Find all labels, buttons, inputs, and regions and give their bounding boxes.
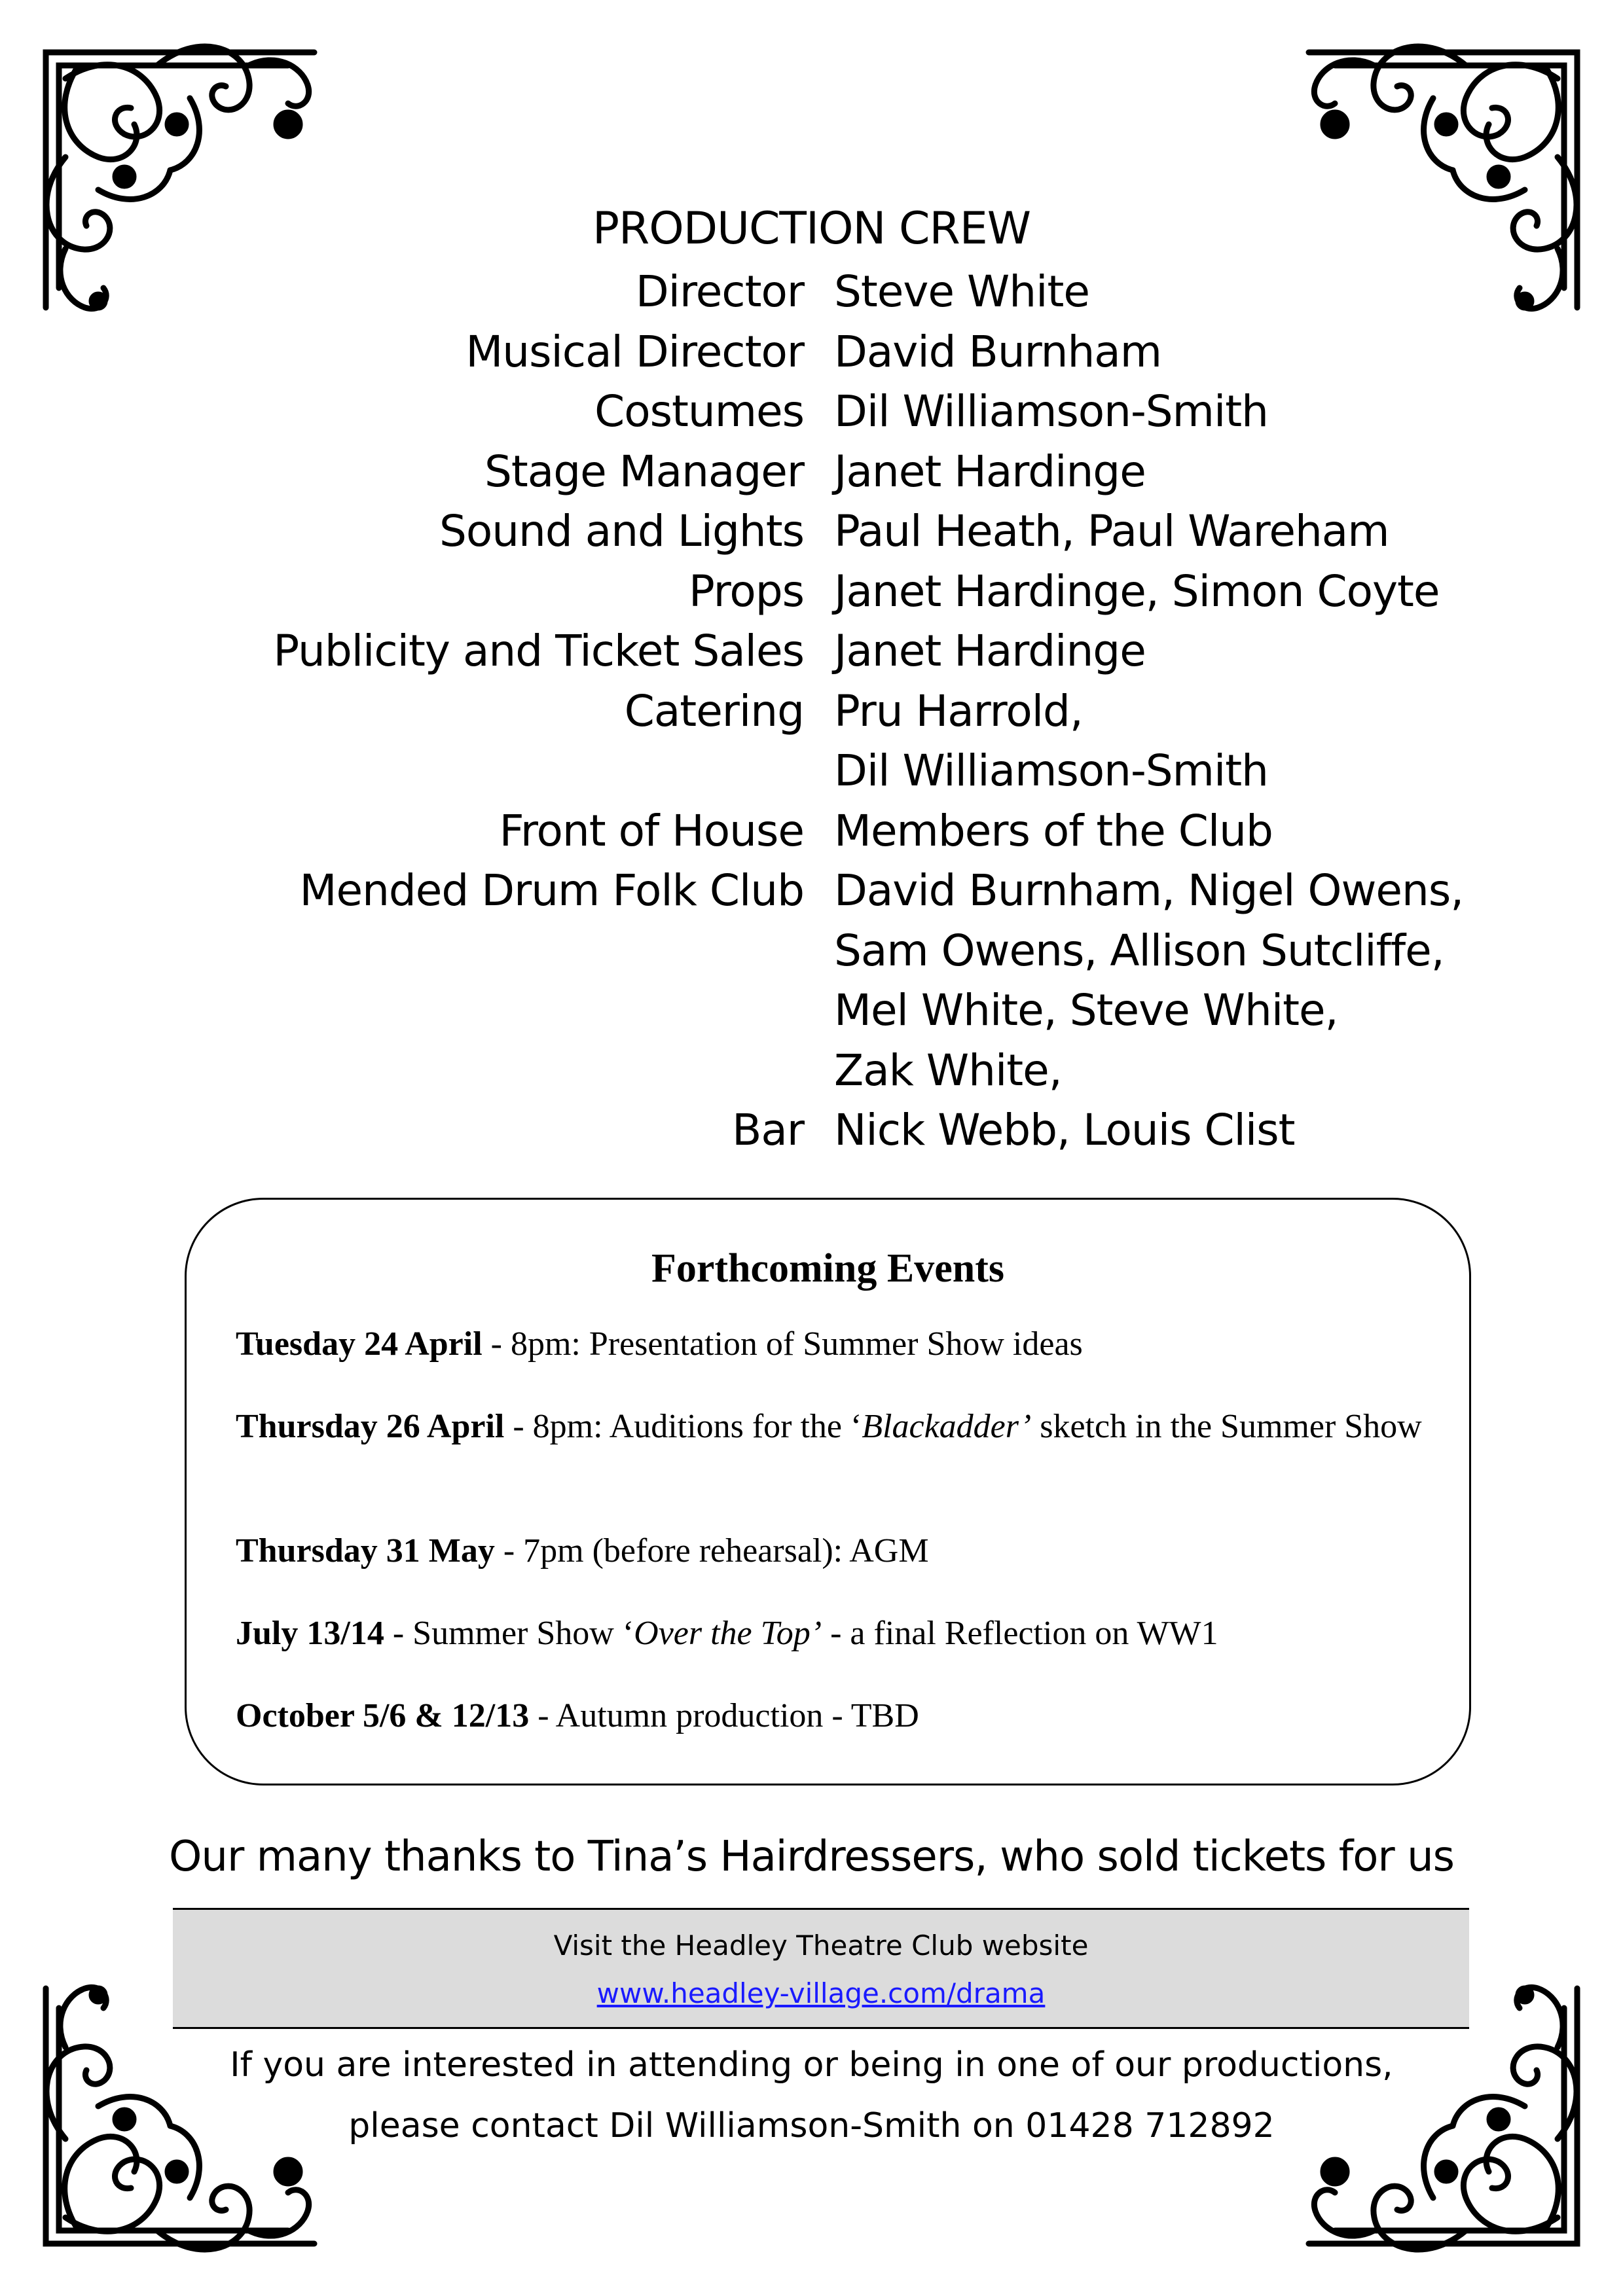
crew-names: Mel White, Steve White, bbox=[834, 985, 1338, 1036]
event-text: - Summer Show ‘ bbox=[384, 1615, 634, 1652]
crew-role: Sound and Lights bbox=[439, 506, 804, 557]
website-box bbox=[173, 1908, 1469, 2029]
crew-names: Dil Williamson-Smith bbox=[834, 386, 1269, 437]
crew-row bbox=[196, 921, 1506, 981]
crew-names: Pru Harrold, bbox=[834, 685, 1083, 736]
event-item bbox=[236, 1530, 1427, 1573]
crew-row bbox=[196, 681, 1506, 742]
crew-row bbox=[196, 621, 1506, 681]
crew-row bbox=[196, 501, 1506, 562]
website-label: Visit the Headley Theatre Club website bbox=[553, 1929, 1089, 1962]
crew-names: David Burnham, Nigel Owens, bbox=[834, 865, 1464, 916]
crew-role: Mended Drum Folk Club bbox=[299, 865, 804, 916]
crew-row bbox=[196, 801, 1506, 861]
crew-row bbox=[196, 322, 1506, 382]
crew-names: Zak White, bbox=[834, 1045, 1062, 1096]
events-title: Forthcoming Events bbox=[651, 1246, 1005, 1291]
crew-role: Costumes bbox=[594, 386, 804, 437]
event-text-post: sketch in the Summer Show bbox=[1031, 1408, 1422, 1445]
event-text: - Autumn production - TBD bbox=[529, 1697, 919, 1734]
crew-row bbox=[196, 382, 1506, 442]
crew-names: Steve White bbox=[834, 266, 1089, 317]
crew-role: Director bbox=[635, 266, 804, 317]
crew-names: Janet Hardinge, Simon Coyte bbox=[834, 565, 1440, 617]
crew-role: Stage Manager bbox=[484, 446, 804, 497]
crew-role: Front of House bbox=[499, 805, 804, 856]
crew-row bbox=[196, 861, 1506, 921]
crew-row bbox=[196, 442, 1506, 502]
contact-line-2: please contact Dil Williamson-Smith on 01428 712892 bbox=[348, 2106, 1275, 2145]
event-text: - 8pm: Auditions for the ‘ bbox=[504, 1408, 862, 1445]
event-text: - 7pm (before rehearsal): AGM bbox=[494, 1532, 929, 1570]
event-date: Thursday 31 May bbox=[236, 1532, 495, 1570]
event-text: - 8pm: Presentation of Summer Show ideas bbox=[482, 1325, 1083, 1363]
event-item bbox=[236, 1695, 1427, 1738]
crew-row bbox=[196, 262, 1506, 322]
event-item bbox=[236, 1405, 1427, 1448]
crew-row bbox=[196, 1100, 1506, 1160]
crew-row bbox=[196, 1041, 1506, 1101]
thanks-line: Our many thanks to Tina’s Hairdressers, who sold tickets for us bbox=[169, 1833, 1454, 1881]
crew-role: Props bbox=[689, 565, 804, 617]
crew-role: Publicity and Ticket Sales bbox=[273, 626, 804, 677]
event-item bbox=[236, 1323, 1427, 1366]
event-title-italic: Over the Top’ bbox=[634, 1615, 822, 1652]
crew-names: Janet Hardinge bbox=[834, 626, 1146, 677]
event-date: Thursday 26 April bbox=[236, 1408, 505, 1445]
crew-row bbox=[196, 980, 1506, 1041]
crew-role: Bar bbox=[732, 1105, 804, 1156]
event-text-post: - a final Reflection on WW1 bbox=[822, 1615, 1218, 1652]
event-date: October 5/6 & 12/13 bbox=[236, 1697, 530, 1734]
crew-row bbox=[196, 741, 1506, 801]
crew-list bbox=[196, 262, 1506, 1160]
contact-line-1: If you are interested in attending or being in one of our productions, bbox=[230, 2045, 1393, 2085]
crew-title: PRODUCTION CREW bbox=[593, 203, 1030, 255]
crew-role: Musical Director bbox=[465, 326, 804, 377]
crew-names: David Burnham bbox=[834, 326, 1162, 377]
crew-names: Janet Hardinge bbox=[834, 446, 1146, 497]
crew-names: Nick Webb, Louis Clist bbox=[834, 1105, 1295, 1156]
crew-role: Catering bbox=[624, 685, 804, 736]
event-item bbox=[236, 1612, 1427, 1655]
crew-names: Sam Owens, Allison Sutcliffe, bbox=[834, 925, 1444, 976]
crew-row bbox=[196, 562, 1506, 622]
event-date: July 13/14 bbox=[236, 1615, 384, 1652]
crew-names: Paul Heath, Paul Wareham bbox=[834, 506, 1389, 557]
event-date: Tuesday 24 April bbox=[236, 1325, 483, 1363]
event-title-italic: Blackadder’ bbox=[862, 1408, 1032, 1445]
events-box bbox=[185, 1198, 1471, 1785]
crew-names: Dil Williamson-Smith bbox=[834, 745, 1269, 797]
website-link[interactable]: www.headley-village.com/drama bbox=[596, 1977, 1046, 2009]
crew-names: Members of the Club bbox=[834, 805, 1273, 856]
